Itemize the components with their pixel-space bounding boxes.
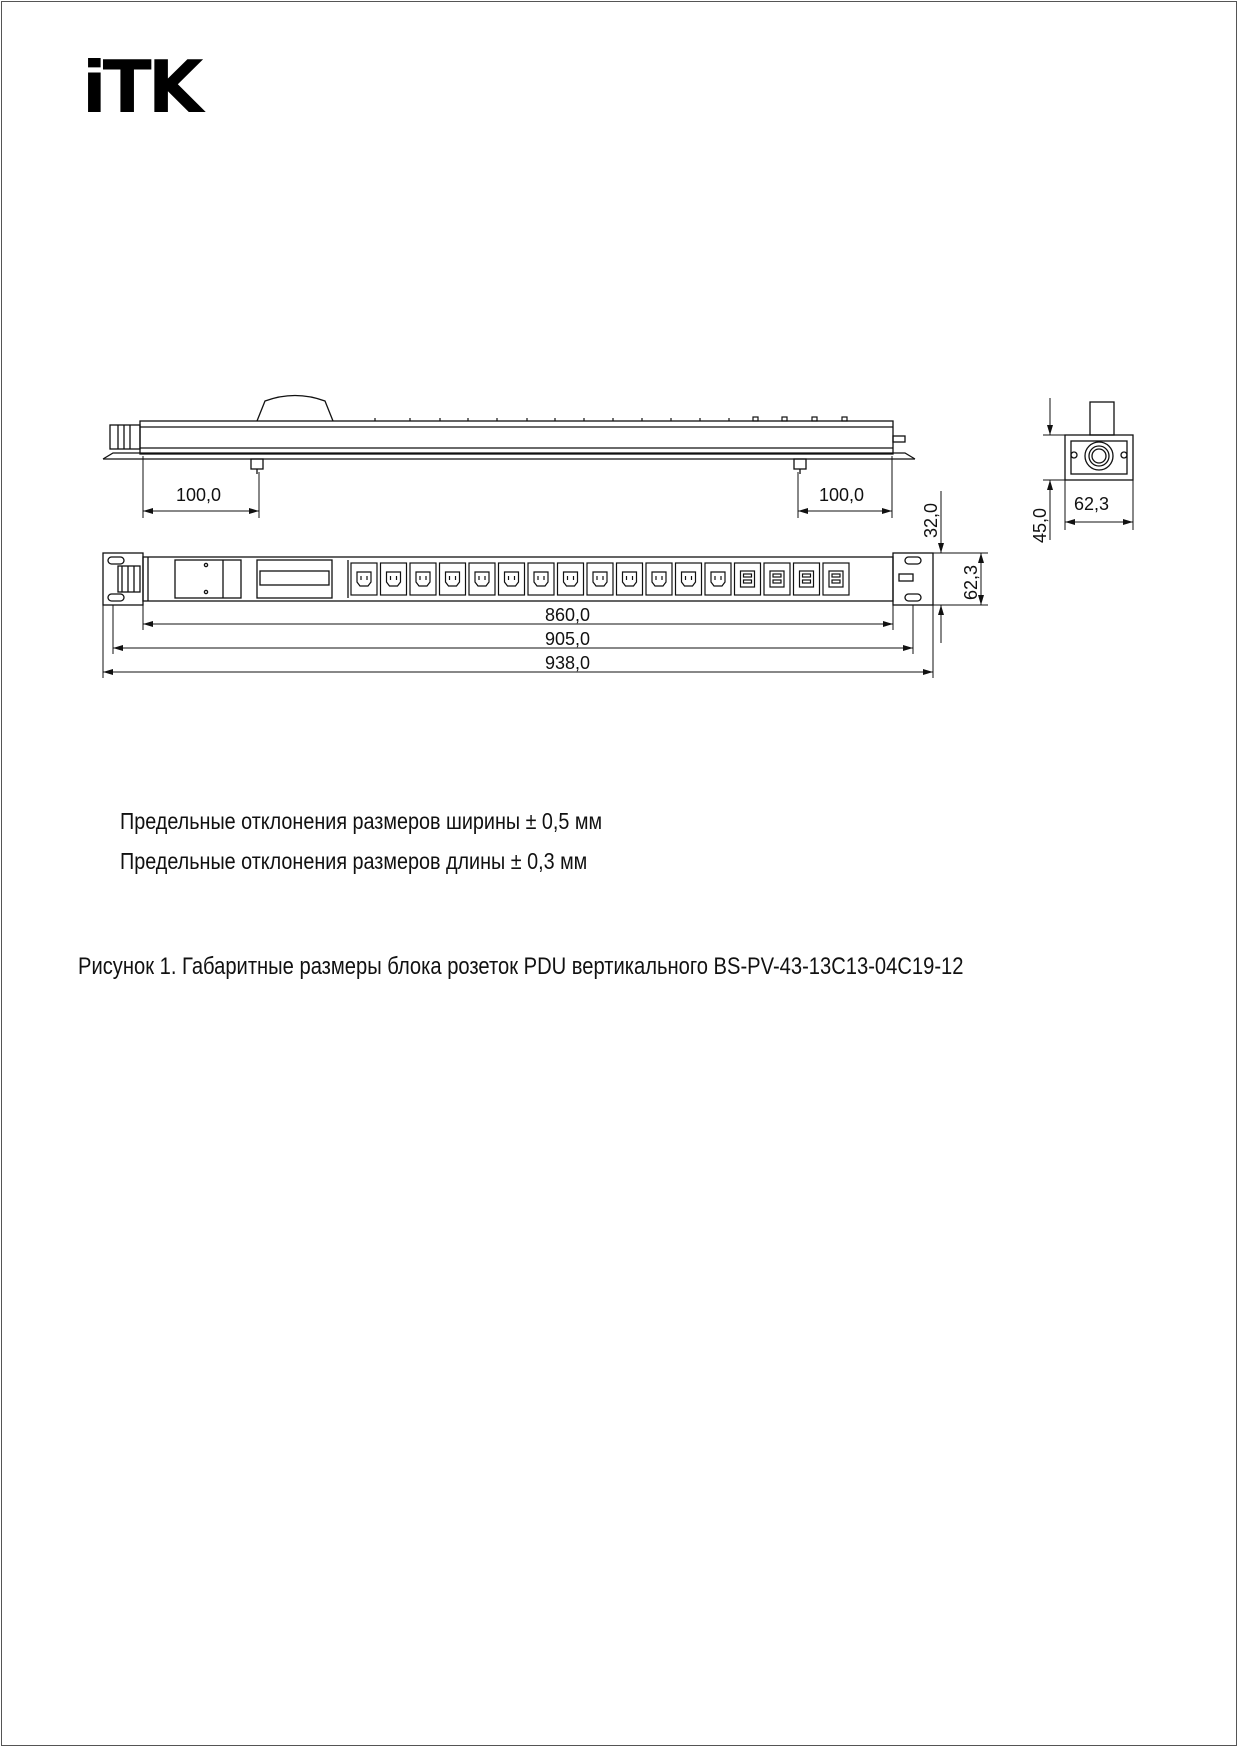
c19-outlet [823, 563, 849, 595]
dim-right-offset: 100,0 [819, 485, 865, 505]
length-tolerance-note: Предельные отклонения размеров длины ± 0,3 мм [120, 848, 588, 874]
width-tolerance-note: Предельные отклонения размеров ширины ± 0,5 мм [120, 808, 603, 834]
c19-outlet [794, 563, 820, 595]
c13-outlet [587, 563, 613, 595]
dim-left-offset: 100,0 [176, 485, 222, 505]
end-dimensions [1043, 398, 1133, 540]
side-body [140, 421, 893, 454]
dim-905: 905,0 [545, 629, 591, 649]
c13-outlet [410, 563, 436, 595]
c13-outlet [617, 563, 643, 595]
dim-860: 860,0 [545, 605, 591, 625]
dim-front-height: 32,0 [921, 502, 941, 538]
c13-outlet [705, 563, 731, 595]
indicator-module [257, 560, 332, 598]
side-dimensions [143, 456, 892, 518]
c19-outlet [735, 563, 761, 595]
dim-end-width: 62,3 [1074, 494, 1110, 514]
dim-front-width: 62,3 [961, 564, 981, 600]
end-view [1065, 402, 1133, 480]
bracket-left [103, 553, 143, 605]
c13-outlet [676, 563, 702, 595]
outlet-row [351, 563, 849, 595]
c13-outlet [499, 563, 525, 595]
end-view-cable [1090, 402, 1114, 435]
c13-outlet [351, 563, 377, 595]
c13-outlet [646, 563, 672, 595]
dim-938: 938,0 [545, 653, 591, 673]
c13-outlet [469, 563, 495, 595]
dim-end-height: 45,0 [1030, 507, 1050, 543]
c13-outlet [440, 563, 466, 595]
breaker-bump [257, 396, 333, 422]
cable-gland-side [110, 425, 140, 449]
c13-outlet [558, 563, 584, 595]
c13-outlet [528, 563, 554, 595]
c19-outlet [764, 563, 790, 595]
side-view [103, 396, 915, 475]
figure-caption: Рисунок 1. Габаритные размеры блока розеток PDU вертикального BS-PV-43-13C13-04C19-12 [78, 953, 964, 980]
logo-text: iTK [82, 58, 200, 118]
c13-outlet [381, 563, 407, 595]
